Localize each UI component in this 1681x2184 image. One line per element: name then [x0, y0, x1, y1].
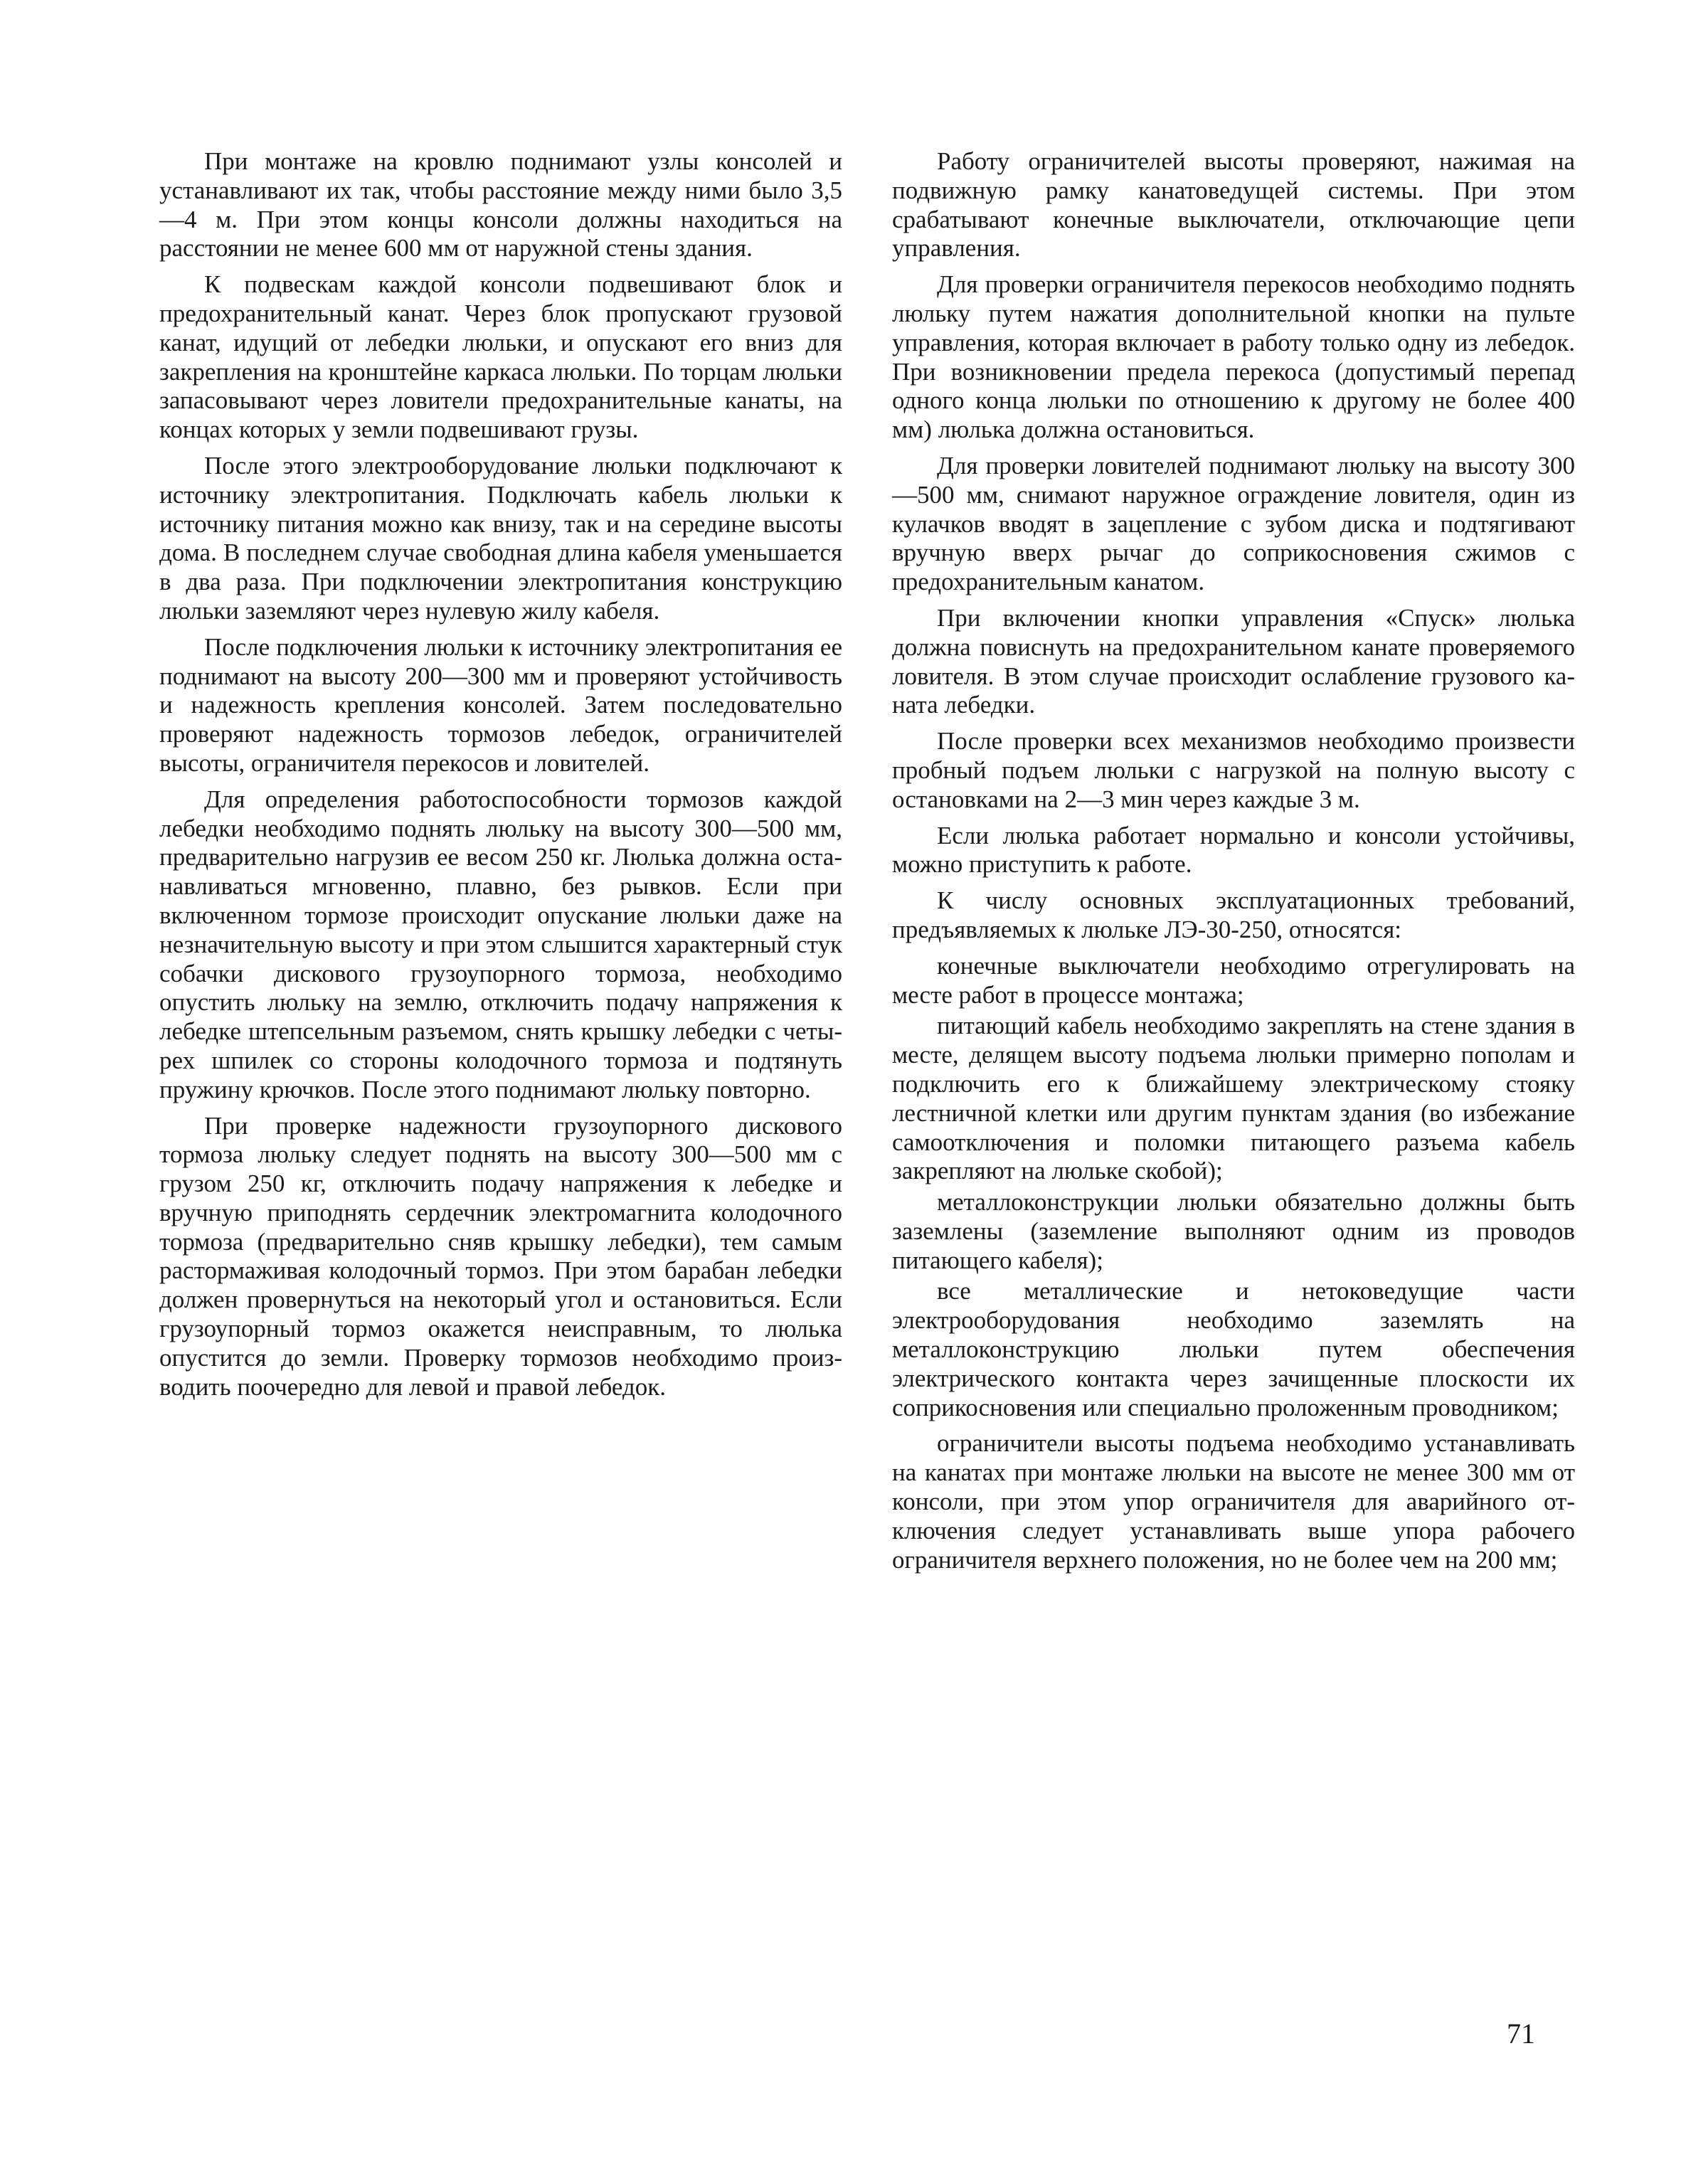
paragraph: К подвескам каждой консоли подвешивают блок и предохранительный канат. Через блок пропускают грузовой канат, идущий от лебедки люльки, и опускают его вниз для закрепления на кронштейне каркаса люльки. По торцам люльки запасовывают через ловители предохранительные канаты, на концах которых у земли подвешивают грузы.	[159, 270, 842, 444]
paragraph: При включении кнопки управления «Спуск» люлька должна повиснуть на предохранительном канате проверяемого ловителя. В этом случае происходит ослабление грузового каната лебедки.	[892, 603, 1575, 719]
list-item: питающий кабель необходимо закреплять на стене здания в месте, делящем высоту подъема люльки примерно пополам и подключить его к ближайшему электрическому стояку лестничной клетки или другим пунктам здания (во избежание самоотключения и поломки питающего разъема кабель закрепляют на люльке скобой);	[892, 1012, 1575, 1185]
paragraph: При проверке надежности грузоупорного дискового тормоза люльку следует поднять на высоту 300—500 мм с грузом 250 кг, отключить подачу напряжения к лебедке и вручную приподнять сердечник электромагнита колодочного тормоза (предварительно сняв крышку лебедки), тем самым растормаживая колодочный тормоз. При этом барабан лебедки должен провернуться на некоторый угол и остановиться. Если грузоупорный тормоз окажется неисправным, то люлька опустится до земли. Проверку тормозов необходимо производить поочередно для левой и правой лебедок.	[159, 1111, 842, 1401]
paragraph: После этого электрооборудование люльки подключают к источнику электропитания. Подключать кабель люльки к источнику питания можно как внизу, так и на середине высоты дома. В последнем случае свободная длина кабеля уменьшается в два раза. При подключении электропитания конструкцию люльки заземляют через нулевую жилу кабеля.	[159, 451, 842, 625]
page-number: 71	[1507, 2018, 1535, 2050]
paragraph: При монтаже на кровлю поднимают узлы консолей и устанавливают их так, чтобы расстояние между ними было 3,5—4 м. При этом концы консоли должны находиться на расстоянии не менее 600 мм от наружной стены здания.	[159, 147, 842, 263]
left-column	[159, 147, 842, 1409]
list-item: ограничители высоты подъема необходимо устанавливать на канатах при монтаже люльки на высоте не менее 300 мм от консоли, при этом упор ограничителя для аварийного отключения следует устанавливать выше упора рабочего ограничителя верхнего положения, но не более чем на 200 мм;	[892, 1429, 1575, 1574]
paragraph: Для проверки ограничителя перекосов необходимо поднять люльку путем нажатия дополнительной кнопки на пульте управления, которая включает в работу только одну из лебедок. При возникновении предела перекоса (допустимый перепад одного конца люльки по отношению к другому не более 400 мм) люлька должна остановиться.	[892, 270, 1575, 444]
paragraph: После проверки всех механизмов необходимо произвести пробный подъем люльки с нагрузкой на полную высоту с остановками на 2—3 мин через каждые 3 м.	[892, 727, 1575, 813]
paragraph: После подключения люльки к источнику электропитания ее поднимают на высоту 200—300 мм и проверяют устойчивость и надежность крепления консолей. Затем последовательно проверяют надежность тормозов лебедок, ограничителей высоты, ограничителя перекосов и ловителей.	[159, 632, 842, 777]
paragraph: Для проверки ловителей поднимают люльку на высоту 300—500 мм, снимают наружное ограждение ловителя, один из кулачков вводят в зацепление с зубом диска и подтягивают вручную вверх рычаг до соприкосновения сжимов с предохранительным канатом.	[892, 451, 1575, 596]
right-column	[892, 147, 1575, 1581]
paragraph: К числу основных эксплуатационных требований, предъявляемых к люльке ЛЭ-30-250, относятся:	[892, 886, 1575, 943]
list-item: конечные выключатели необходимо отрегулировать на месте работ в процессе монтажа;	[892, 951, 1575, 1009]
paragraph: Работу ограничителей высоты проверяют, нажимая на подвижную рамку канатоведущей системы. При этом срабатывают конечные выключатели, отключающие цепи управления.	[892, 147, 1575, 263]
paragraph: Если люлька работает нормально и консоли устойчивы, можно приступить к работе.	[892, 821, 1575, 879]
list-item: все металлические и нетоковедущие части электрооборудования необходимо заземлять на металлоконструкцию люльки путем обеспечения электрического контакта через зачищенные плоскости их соприкосновения или специально проложенным проводником;	[892, 1277, 1575, 1421]
list-item: металлоконструкции люльки обязательно должны быть заземлены (заземление выполняют одним из проводов питающего кабеля);	[892, 1188, 1575, 1274]
paragraph: Для определения работоспособности тормозов каждой лебедки необходимо поднять люльку на высоту 300—500 мм, предварительно нагрузив ее весом 250 кг. Люлька должна останавливаться мгновенно, плавно, без рывков. Если при включенном тормозе происходит опускание люльки даже на незначительную высоту и при этом слышится характерный стук собачки дискового грузоупорного тормоза, необходимо опустить люльку на землю, отключить подачу напряжения к лебедке штепсельным разъемом, снять крышку лебедки с четырех шпилек со стороны колодочного тормоза и подтянуть пружину крючков. После этого поднимают люльку повторно.	[159, 785, 842, 1103]
